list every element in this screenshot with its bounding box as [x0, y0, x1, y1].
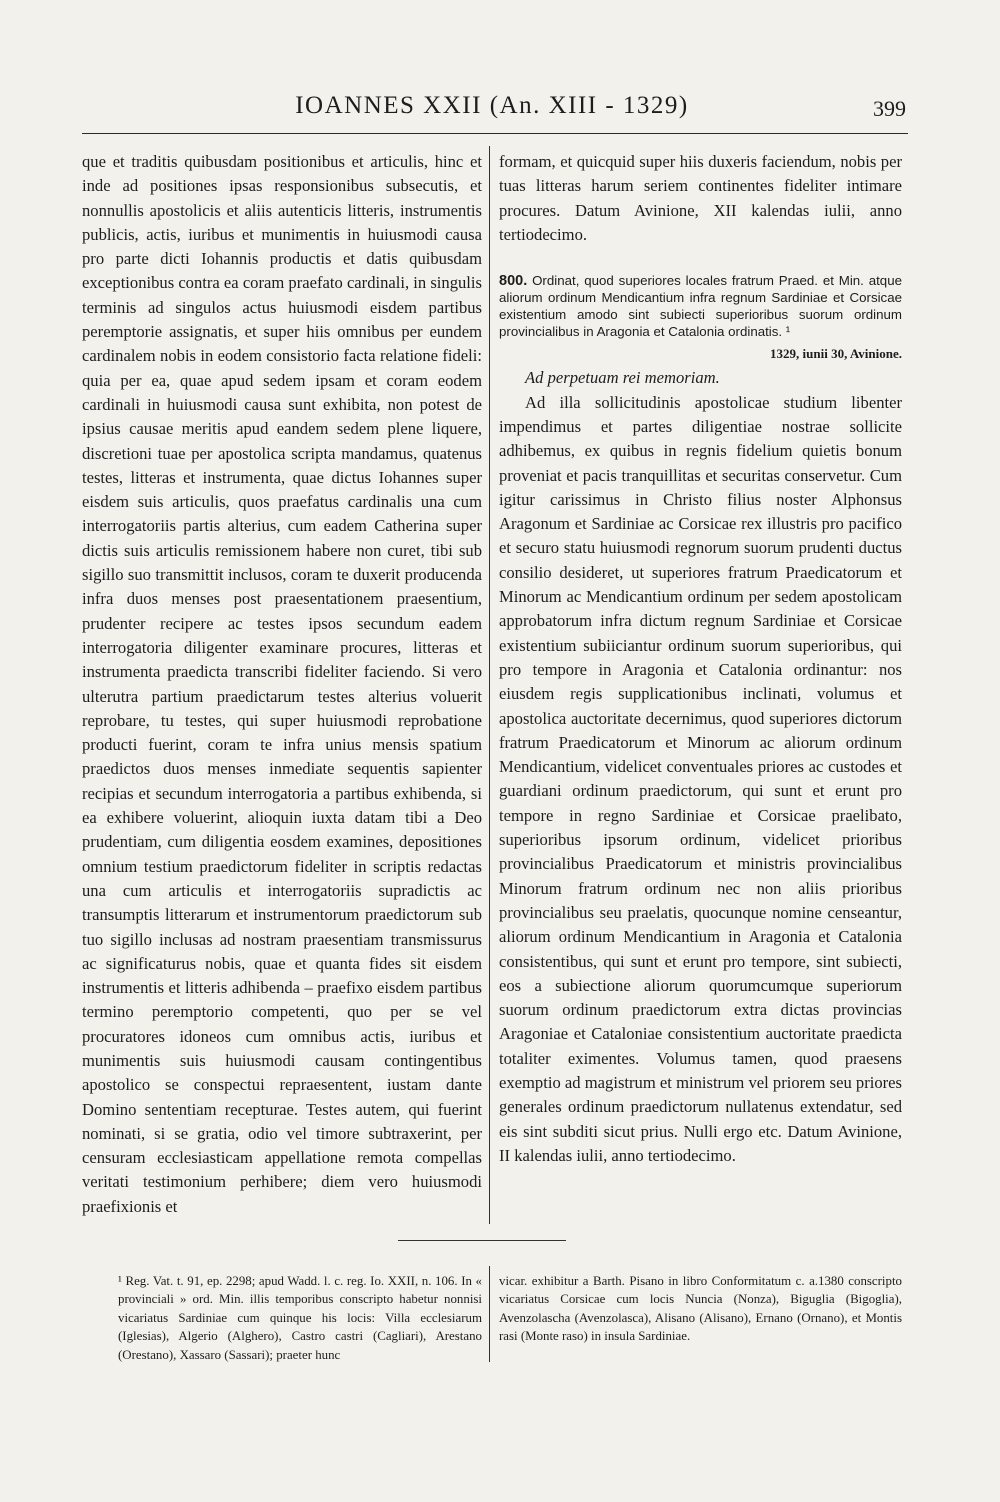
footnote-left: ¹ Reg. Vat. t. 91, ep. 2298; apud Wadd. l. c. reg. Io. XXII, n. 106. In « provinciali » ord. Min. illis temporibus conscripto habetur nonnisi vicariatus Sardiniae cum quinque his locis: Villa ecclesiarum (Iglesias), Algerio (Alghero), Castro castri (Cagliari), Arestano (Orestano), Xassaro (Sassari); praeter hunc — [118, 1274, 482, 1362]
document-heading — [499, 273, 902, 340]
footnote-column-divider — [489, 1266, 490, 1362]
header-rule — [82, 133, 908, 134]
footnote-rule — [398, 1240, 566, 1241]
running-head — [78, 92, 906, 128]
previous-document-ending: formam, et quicquid super hiis duxeris faciendum, nobis per tuas litteras harum seriem continentes fideliter intimare procures. Datum Avinione, XII kalendas iulii, anno tertiodecimo. — [499, 152, 902, 244]
left-column-text: que et traditis quibusdam positionibus et articulis, hinc et inde ad positiones ipsas responsionibus subsecutis, et nonnullis apostolicis et aliis autenticis litteris, instrumentis publicis, actis, iuribus et munimentis in huiusmodi causa pro parte dicti Iohannis productis et datis quibusdam exceptionibus contra ea coram praefato cardinali, in singulis terminis ad singulos actus huiusmodi eisdem partibus peremptorie assignatis, et super hiis omnibus per eundem cardinalem nobis in eodem consistorio facta relatione fideli: quia per ea, quae apud sedem ipsam et coram eodem cardinali in huiusmodi causa sunt exhibita, non potest de ipsius causae meritis apud eandem sedem plene liquere, discretioni tuae per apostolica scripta mandamus, quatenus testes, litteras et instrumenta, quae dictus Iohannes super eisdem suis articulis, quos praefatus cardinalis una cum interrogatoriis partis alterius, cum eadem Catherina super dictis suis articulis remissionem habere non curet, tibi sub sigillo suo transmittit inclusos, coram te duxerit producenda infra duos menses post praesentationem praesentium, prudenter recipere ac testes ipsos secundum eadem interrogatoria diligenter examinare procures, litteras et instrumenta praedicta transcribi fideliter faciendo. Si vero ulterutra partium praedictarum testes alterius voluerit reprobare, tu testes, qui super huiusmodi reprobatione producti fuerint, coram te infra unius mensis spatium praedictos duos menses inmediate sequentis sapienter recipias et secundum interrogatoria a partibus exhibenda, si ea exhibere voluerint, alioquin iuxta datam tibi a Deo prudentiam, cum diligentia eosdem examines, depositiones omnium testium praedictorum fideliter in scriptis redactas una cum articulis et interrogatoriis supradictis ac transumptis litterarum et instrumentorum praedictorum sub tuo sigillo inclusas ad nostram praesentiam transmissurus ac significaturus nobis, quae et quanta fides sit eisdem instrumentis et litteris adhibenda – praefixo eisdem partibus termino peremptorio competenti, quo per se vel procuratores idoneos cum omnibus actis, iuribus et munimentis suis huiusmodi causam contingentibus apostolico se conspectui repraesentent, iustam dante Domino sententiam recepturae. Testes autem, qui fuerint nominati, si se gratia, odio vel timore subtraxerint, per censuram ecclesiasticam appellatione remota compellas veritati testimonium perhibere; diem vero huiusmodi praefixionis et — [82, 152, 482, 1216]
document-date: 1329, iunii 30, Avinione. — [770, 346, 902, 362]
page-number: 399 — [873, 96, 906, 121]
running-title: IOANNES XXII (An. XIII - 1329) — [295, 92, 689, 119]
column-divider — [489, 146, 490, 1224]
footnote-right: vicar. exhibitur a Barth. Pisano in libro Conformitatum c. a.1380 conscripto vicariatus Corsicae cum locis Nuncia (Nonza), Biguglia (Bigoglia), Avenzolascha (Avenzolasca), Alisano (Alisano), Ernano (Ornano), et Montis rasi (Monte raso) in insula Sardiniae. — [499, 1274, 902, 1344]
document-summary: Ordinat, quod superiores locales fratrum Praed. et Min. atque aliorum ordinum Mendicantium infra regnum Sardiniae et Corsicae existentium amodo sint subiecti superioribus suorum ordinum provincialibus in Aragonia et Catalonia ordinatis. ¹ — [499, 273, 902, 339]
document-number: 800. — [499, 273, 528, 290]
salutation: Ad perpetuam rei memoriam. — [525, 368, 720, 388]
left-column — [82, 150, 482, 1219]
right-column — [499, 150, 902, 1168]
document-body: Ad illa sollicitudinis apostolicae studium libenter impendimus et partes diligentiae nostrae sollicite adhibemus, ex quibus in regnis fidelium quietis bonum proveniat et pacis tranquillitas et securitas conservetur. Cum igitur carissimus in Christo filius noster Alphonsus Aragonum et Sardiniae ac Corsicae rex illustris pro pacifico et securo statu huiusmodi regnorum suorum prudenti ductus consilio desideret, ut superiores fratrum Praedicatorum et Minorum ac Mendicantium ordinum per sedem apostolicam approbatorum infra dictum regnum Sardiniae et Corsicae existentium subiiciantur ordinum suorum superioribus, qui pro tempore in Aragonia et Catalonia ordinantur: nos eiusdem regis supplicationibus inclinati, volumus et apostolica auctoritate decernimus, quod superiores dictorum fratrum Praedicatorum et Minorum ac aliorum ordinum Mendicantium, videlicet conventuales priores ac custodes et guardiani ordinum praedictorum, qui sunt et erunt pro tempore in regno Sardiniae et Corsicae praelibato, superioribus ipsorum ordinum, videlicet prioribus provincialibus Praedicatorum et ministris provincialibus Minorum fratrum ordinum nec non aliis prioribus provincialibus seu praelatis, quocunque nomine censeantur, aliorum ordinum Mendicantium in Aragonia et Catalonia consistentibus, qui sunt et erunt pro tempore, sint subiecti, eos a subiectione aliorum quorumcumque superiorum suorum ordinum praedictorum extra dictas provincias Aragoniae et Cataloniae consistentium auctoritate praedicta totaliter eximentes. Volumus tamen, quod praesens exemptio ad magistrum et ministrum vel priorem seu priores generales ordinum praedictorum nullatenus extendatur, sed eis sint subditi sicut prius. Nulli ergo etc. Datum Avinione, II kalendas iulii, anno tertiodecimo. — [499, 392, 902, 1165]
